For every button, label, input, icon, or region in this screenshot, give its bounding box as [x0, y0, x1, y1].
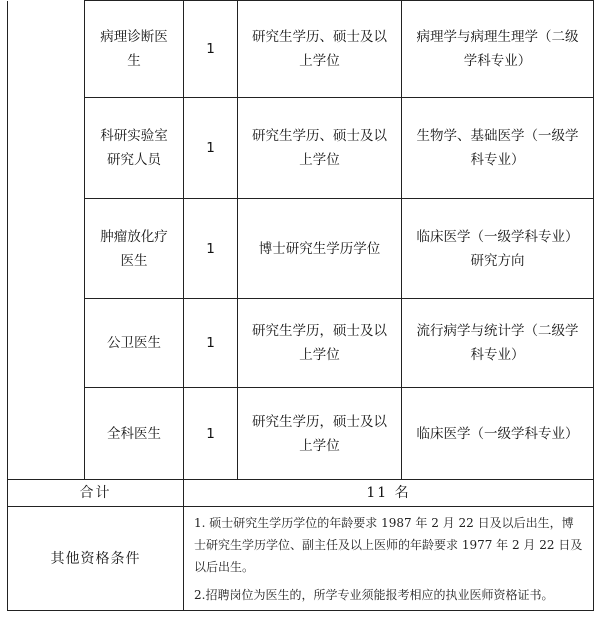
blank-cell [8, 1, 85, 480]
total-label: 合计 [8, 480, 184, 507]
total-value: 11 名 [184, 480, 594, 507]
education-cell: 研究生学历、硕士及以上学位 [238, 1, 402, 98]
education-cell: 研究生学历，硕士及以上学位 [238, 388, 402, 480]
total-row [8, 480, 594, 507]
position-cell: 公卫医生 [85, 299, 184, 388]
major-cell: 临床医学（一级学科专业）研究方向 [402, 199, 594, 299]
count-cell: 1 [184, 1, 238, 98]
position-cell: 科研实验室研究人员 [85, 98, 184, 199]
table-row [8, 388, 594, 480]
other-requirements-notes [184, 507, 594, 611]
count-cell: 1 [184, 388, 238, 480]
table-row [8, 199, 594, 299]
table-row [8, 1, 594, 98]
requirement-note: 1. 硕士研究生学历学位的年龄要求 1987 年 2 月 22 日及以后出生，博士研究生学历学位、副主任及以上医师的年龄要求 1977 年 2 月 22 日及以后出生。 [194, 516, 583, 574]
count-cell: 1 [184, 98, 238, 199]
position-cell: 肿瘤放化疗医生 [85, 199, 184, 299]
recruitment-table [7, 0, 594, 611]
requirement-note: 2.招聘岗位为医生的，所学专业须能报考相应的执业医师资格证书。 [194, 588, 554, 602]
other-requirements-row [8, 507, 594, 611]
major-cell: 临床医学（一级学科专业） [402, 388, 594, 480]
education-cell: 博士研究生学历学位 [238, 199, 402, 299]
major-cell: 生物学、基础医学（一级学科专业） [402, 98, 594, 199]
major-cell: 病理学与病理生理学（二级学科专业） [402, 1, 594, 98]
count-cell: 1 [184, 299, 238, 388]
count-cell: 1 [184, 199, 238, 299]
education-cell: 研究生学历、硕士及以上学位 [238, 98, 402, 199]
table-row [8, 98, 594, 199]
other-requirements-label: 其他资格条件 [8, 507, 184, 611]
table-row [8, 299, 594, 388]
major-cell: 流行病学与统计学（二级学科专业） [402, 299, 594, 388]
position-cell: 病理诊断医生 [85, 1, 184, 98]
education-cell: 研究生学历，硕士及以上学位 [238, 299, 402, 388]
position-cell: 全科医生 [85, 388, 184, 480]
